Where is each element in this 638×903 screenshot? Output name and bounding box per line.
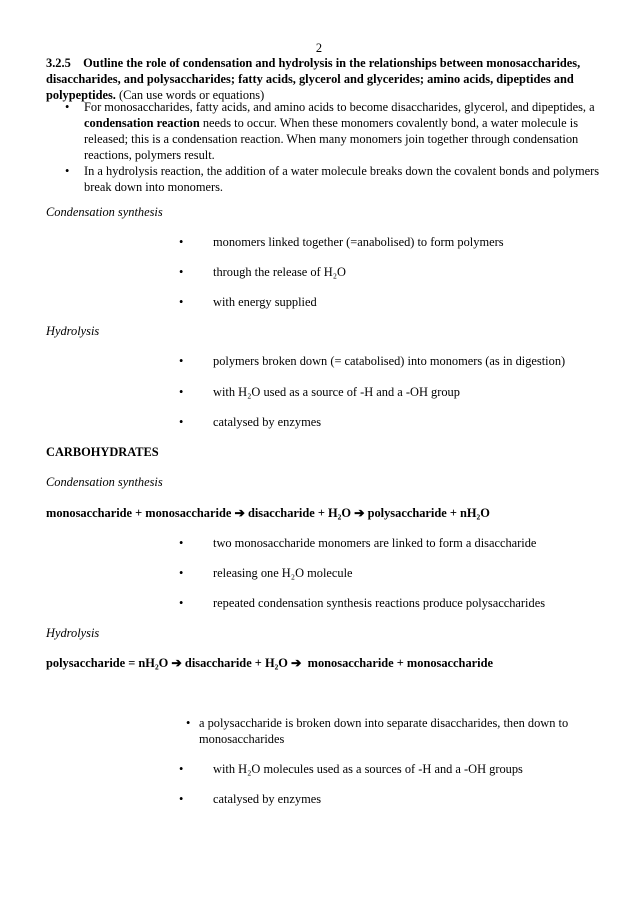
bullet-icon: • [179,566,184,580]
carb-hydrolysis-point [177,791,607,807]
carb-hydrolysis-label: Hydrolysis [46,626,100,640]
intro-bullet-text: For monosaccharides, fatty acids, and amino acids to become disaccharides, glycerol, and dipeptides, a [84,100,595,114]
hydrolysis-point [177,414,607,430]
intro-bullet-bold: condensation reaction [84,116,200,130]
point-text: releasing one H₂O molecule [213,566,353,580]
point-text: repeated condensation synthesis reactions produce polysaccharides [213,596,546,610]
intro-bullet-list [46,99,606,195]
intro-bullet-text: needs to occur. When these monomers covalently bond, a water molecule is released; this is a condensation reaction. When many monomers join together through condensation reactions, polymers result. [84,116,579,162]
point-text: through the release of H₂O [213,265,346,279]
carb-hydrolysis-point [177,761,607,777]
bullet-icon: • [65,100,70,114]
point-text: with energy supplied [213,295,317,309]
equation-term: monosaccharide + monosaccharide [46,506,232,520]
point-text: catalysed by enzymes [213,792,322,806]
bullet-icon: • [179,762,184,776]
bullet-icon: • [179,596,184,610]
equation-term: disaccharide + H₂O [184,656,288,670]
condensation-point [177,294,607,310]
hydrolysis-point [177,384,607,400]
carb-condensation-point [177,595,607,611]
section-heading [46,55,601,103]
point-text: monomers linked together (=anabolised) to form polymers [213,235,504,249]
hydrolysis-point [177,353,607,369]
carb-hydrolysis-equation [46,655,493,671]
equation-term: monosaccharide + monosaccharide [307,656,493,670]
arrow-right-icon: ➔ [171,656,182,670]
point-text: two monosaccharide monomers are linked to form a disaccharide [213,536,537,550]
page-number: 2 [315,41,323,55]
point-text: a polysaccharide is broken down into separate disaccharides, then down to monosaccharides [199,716,569,746]
bullet-icon: • [179,792,184,806]
carb-condensation-point [177,535,607,551]
arrow-right-icon: ➔ [291,656,302,670]
carb-condensation-equation [46,505,490,521]
section-number: 3.2.5 [46,56,71,70]
intro-bullet-text: In a hydrolysis reaction, the addition of a water molecule breaks down the covalent bonds and polymers break down into monomers. [84,164,600,194]
condensation-point [177,264,607,280]
equation-term: polysaccharide = nH₂O [46,656,169,670]
bullet-icon: • [179,235,184,249]
section-note: (Can use words or equations) [119,88,265,102]
bullet-icon: • [179,295,184,309]
arrow-right-icon: ➔ [234,506,245,520]
carb-hydrolysis-point [177,715,597,747]
hydrolysis-label: Hydrolysis [46,324,100,338]
arrow-right-icon: ➔ [354,506,365,520]
carbohydrates-title: CARBOHYDRATES [46,445,159,459]
point-text: catalysed by enzymes [213,415,322,429]
section-question: Outline the role of condensation and hydrolysis in the relationships between monosaccharides, disaccharides, and polysaccharides; fatty acids, glycerol and glycerides; amino acids, dipeptides and polypeptides. [46,56,581,102]
equation-term: disaccharide + H₂O [247,506,351,520]
point-text: polymers broken down (= catabolised) into monomers (as in digestion) [213,354,566,368]
intro-bullet [46,99,606,163]
bullet-icon: • [65,164,70,178]
bullet-icon: • [186,716,191,730]
bullet-icon: • [179,385,184,399]
carb-condensation-point [177,565,607,581]
condensation-label: Condensation synthesis [46,205,163,219]
equation-term: polysaccharide + nH₂O [367,506,490,520]
bullet-icon: • [179,354,184,368]
intro-bullet [46,163,606,195]
bullet-icon: • [179,536,184,550]
carb-condensation-label: Condensation synthesis [46,475,163,489]
bullet-icon: • [179,265,184,279]
point-text: with H₂O used as a source of -H and a -OH group [213,385,460,399]
point-text: with H₂O molecules used as a sources of -H and a -OH groups [213,762,523,776]
bullet-icon: • [179,415,184,429]
condensation-point [177,234,607,250]
